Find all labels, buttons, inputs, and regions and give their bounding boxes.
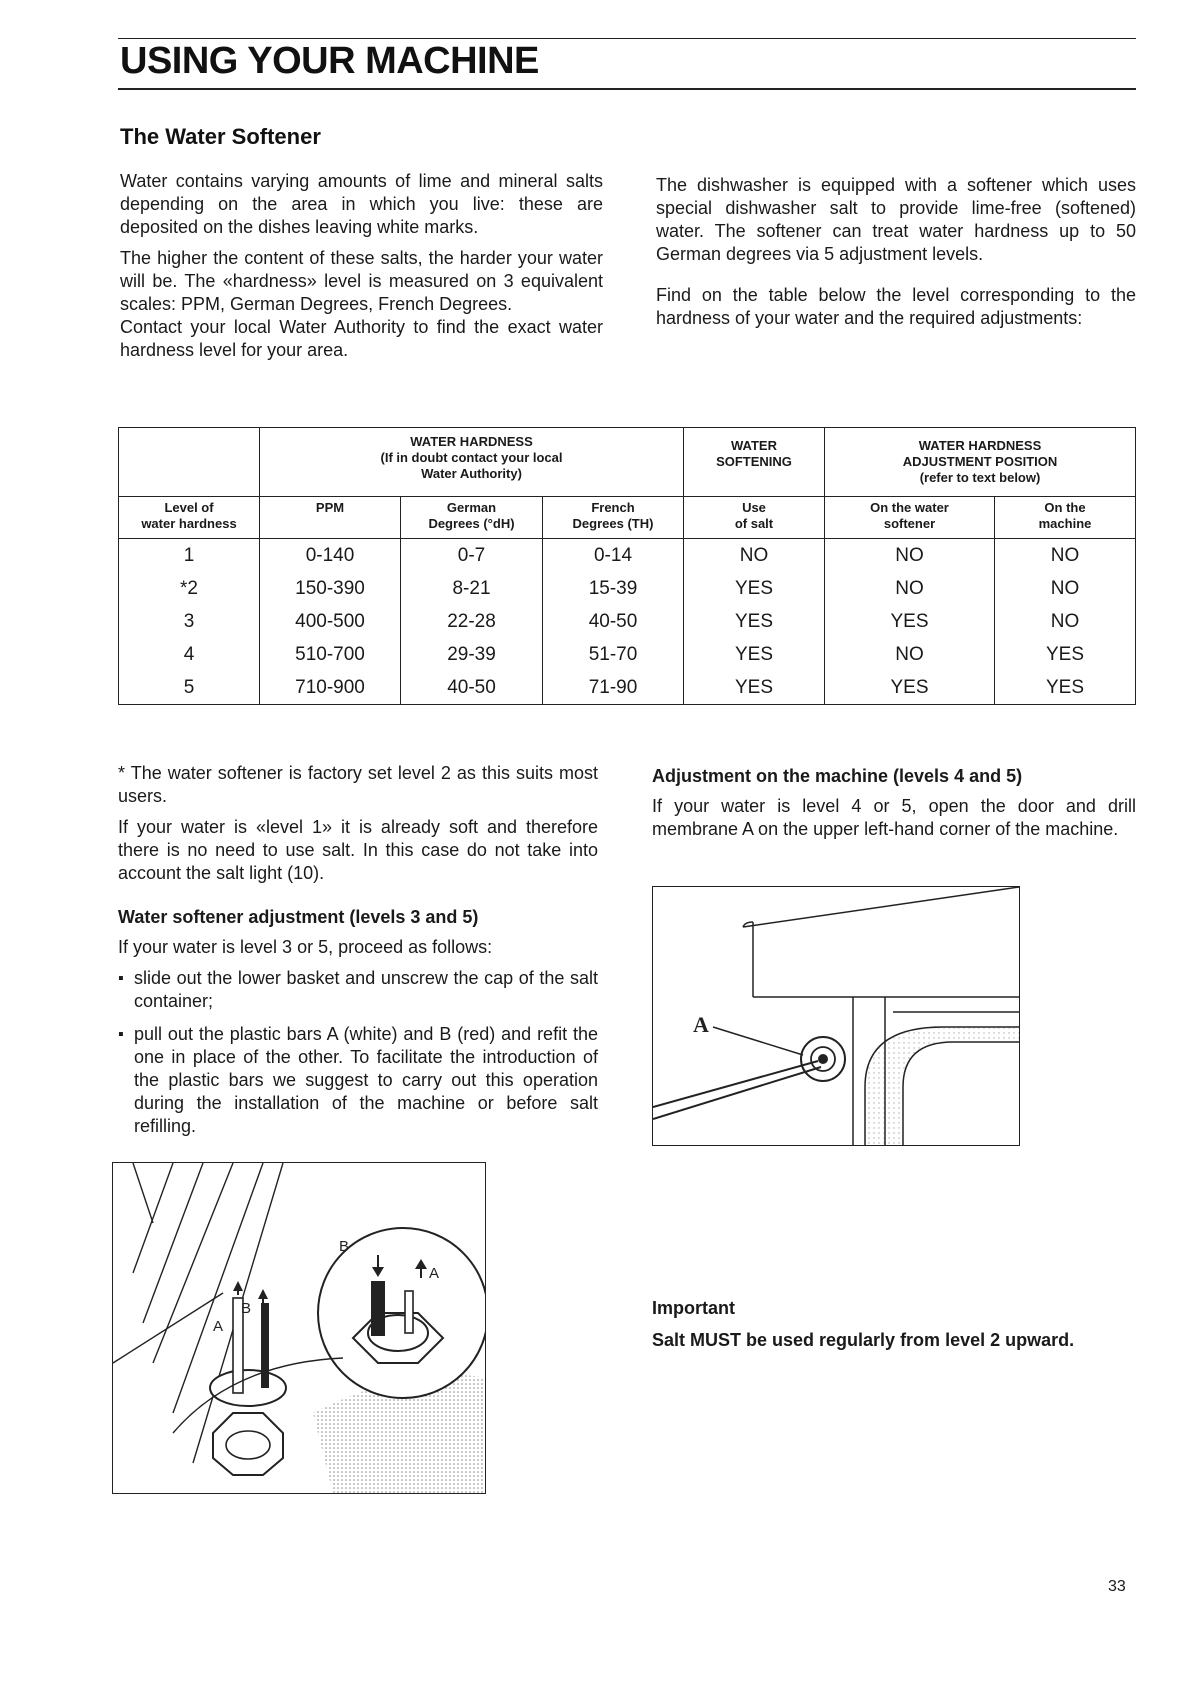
left-intro-column bbox=[120, 170, 603, 370]
cell-use-salt: YES bbox=[684, 572, 825, 605]
important-text: Salt MUST be used regularly from level 2 upward. bbox=[652, 1330, 1075, 1350]
label-a-membrane: A bbox=[693, 1012, 709, 1037]
softener-description: The dishwasher is equipped with a softener which uses special dishwasher salt to provide lime-free (softened) water. The softener can treat water hardness up to 50 German degrees via 5 adjustment levels. bbox=[656, 175, 1136, 264]
cell-on-machine: YES bbox=[995, 671, 1136, 705]
cell-on-machine: NO bbox=[995, 572, 1136, 605]
cell-ppm: 710-900 bbox=[260, 671, 401, 705]
table-row bbox=[119, 605, 1136, 638]
machine-adjustment-text: If your water is level 4 or 5, open the door and drill membrane A on the upper left-hand corner of the machine. bbox=[652, 796, 1136, 839]
column-header-ppm: PPM bbox=[260, 497, 401, 539]
intro-paragraph-2: The higher the content of these salts, the harder your water will be. The «hardness» level is measured on 3 equivalent scales: PPM, German Degrees, French Degrees. bbox=[120, 248, 603, 314]
cell-level: 1 bbox=[119, 539, 260, 573]
cell-ppm: 0-140 bbox=[260, 539, 401, 573]
cell-on-softener: YES bbox=[825, 605, 995, 638]
intro-paragraph-3: Contact your local Water Authority to find the exact water hardness level for your area. bbox=[120, 317, 603, 360]
adjustment-group-header: WATER HARDNESS ADJUSTMENT POSITION (refer to text below) bbox=[825, 428, 1136, 497]
cell-on-machine: NO bbox=[995, 539, 1136, 573]
cell-on-softener: YES bbox=[825, 671, 995, 705]
column-header-on-machine: On the machine bbox=[995, 497, 1136, 539]
table-row bbox=[119, 671, 1136, 705]
column-header-use-salt: Use of salt bbox=[684, 497, 825, 539]
table-group-header-row bbox=[119, 428, 1136, 497]
cell-level: 3 bbox=[119, 605, 260, 638]
header-rule-bottom bbox=[118, 88, 1136, 90]
table-row bbox=[119, 539, 1136, 573]
column-header-on-softener: On the water softener bbox=[825, 497, 995, 539]
cell-german: 22-28 bbox=[401, 605, 543, 638]
cell-on-softener: NO bbox=[825, 638, 995, 671]
cell-french: 51-70 bbox=[543, 638, 684, 671]
table-instruction: Find on the table below the level corresponding to the hardness of your water and the required adjustments: bbox=[656, 285, 1136, 328]
label-b-left: B bbox=[241, 1300, 252, 1317]
cell-german: 0-7 bbox=[401, 539, 543, 573]
cell-german: 8-21 bbox=[401, 572, 543, 605]
cell-use-salt: YES bbox=[684, 605, 825, 638]
softener-steps-list bbox=[118, 967, 598, 1138]
softener-adjustment-heading: Water softener adjustment (levels 3 and 5) bbox=[118, 907, 479, 927]
cell-level: 4 bbox=[119, 638, 260, 671]
cell-level: *2 bbox=[119, 572, 260, 605]
water-hardness-table bbox=[118, 427, 1136, 705]
cell-ppm: 400-500 bbox=[260, 605, 401, 638]
cell-german: 29-39 bbox=[401, 638, 543, 671]
list-item: ▪ slide out the lower basket and unscrew the cap of the salt container; bbox=[118, 967, 598, 1013]
right-intro-column bbox=[656, 174, 1136, 338]
hardness-group-header: WATER HARDNESS (If in doubt contact your local Water Authority) bbox=[260, 428, 684, 497]
cell-french: 15-39 bbox=[543, 572, 684, 605]
label-a-left: A bbox=[213, 1318, 224, 1335]
cell-level: 5 bbox=[119, 671, 260, 705]
table-column-header-row bbox=[119, 497, 1136, 539]
cell-use-salt: NO bbox=[684, 539, 825, 573]
cell-use-salt: YES bbox=[684, 638, 825, 671]
column-header-french: French Degrees (TH) bbox=[543, 497, 684, 539]
cell-use-salt: YES bbox=[684, 671, 825, 705]
page-number: 33 bbox=[1108, 1578, 1126, 1595]
header-rule-top bbox=[118, 38, 1136, 39]
membrane-drilling-drawing bbox=[653, 887, 1019, 1145]
membrane-drilling-illustration bbox=[652, 886, 1020, 1146]
softener-adjustment-intro: If your water is level 3 or 5, proceed as follows: bbox=[118, 937, 493, 957]
cell-french: 0-14 bbox=[543, 539, 684, 573]
cell-ppm: 510-700 bbox=[260, 638, 401, 671]
important-heading: Important bbox=[652, 1298, 735, 1318]
label-b-right: B bbox=[339, 1238, 350, 1255]
section-title: The Water Softener bbox=[120, 124, 321, 149]
table-row bbox=[119, 638, 1136, 671]
cell-on-softener: NO bbox=[825, 572, 995, 605]
column-header-german: German Degrees (°dH) bbox=[401, 497, 543, 539]
cell-ppm: 150-390 bbox=[260, 572, 401, 605]
table-corner-cell bbox=[119, 428, 260, 497]
intro-paragraph-1: Water contains varying amounts of lime and mineral salts depending on the area in which you live: these are deposited on the dishes leaving white marks. bbox=[120, 171, 603, 237]
factory-setting-footnote: * The water softener is factory set level 2 as this suits most users. bbox=[118, 763, 598, 806]
cell-german: 40-50 bbox=[401, 671, 543, 705]
column-header-level: Level of water hardness bbox=[119, 497, 260, 539]
right-lower-column bbox=[652, 766, 1136, 849]
cell-on-machine: YES bbox=[995, 638, 1136, 671]
softening-group-header: WATER SOFTENING bbox=[684, 428, 825, 497]
machine-adjustment-heading: Adjustment on the machine (levels 4 and 5) bbox=[652, 766, 1023, 786]
page-title: USING YOUR MACHINE bbox=[120, 40, 539, 82]
salt-container-drawing bbox=[113, 1163, 485, 1493]
label-a-right: A bbox=[429, 1265, 440, 1282]
cell-french: 40-50 bbox=[543, 605, 684, 638]
level1-note: If your water is «level 1» it is already soft and therefore there is no need to use salt. In this case do not take into account the salt light (10). bbox=[118, 817, 598, 883]
cell-on-machine: NO bbox=[995, 605, 1136, 638]
left-lower-column bbox=[118, 762, 598, 1148]
cell-on-softener: NO bbox=[825, 539, 995, 573]
list-item: ▪ pull out the plastic bars A (white) and B (red) and refit the one in place of the other. To facilitate the introduction of the plastic bars we suggest to carry out this operation during the installation of the machine or before salt refilling. bbox=[118, 1023, 598, 1138]
table-row bbox=[119, 572, 1136, 605]
cell-french: 71-90 bbox=[543, 671, 684, 705]
salt-container-illustration bbox=[112, 1162, 486, 1494]
